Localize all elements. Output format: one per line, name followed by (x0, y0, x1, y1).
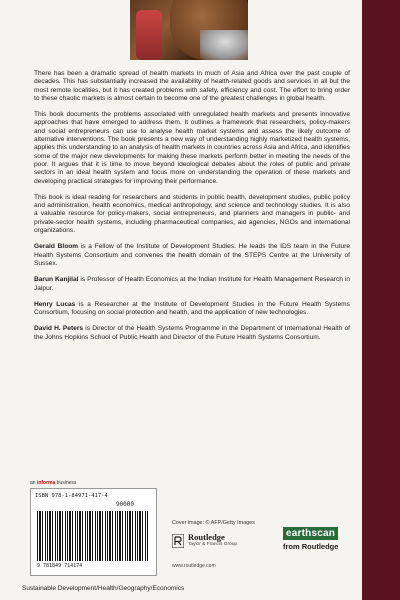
subject-footer: Sustainable Development/Health/Geography/Economics (22, 585, 185, 592)
bio-peters (34, 325, 350, 342)
informa-suffix: business (55, 480, 77, 486)
price-code: 90000 (115, 501, 134, 508)
isbn-box (30, 488, 157, 576)
routledge-logo (172, 533, 272, 573)
earthscan-sub: from Routledge (283, 542, 339, 551)
bio-name: David H. Peters (34, 325, 84, 333)
routledge-name: Routledge (188, 532, 225, 542)
isbn-text: ISBN 978-1-84971-417-4 (35, 493, 108, 499)
blurb-paragraph-3: This book is ideal reading for researchers and students in public health, development studies, public policy and administration, health economics, medical anthropology, and science and technology studies. It is also a valuable resource for policy-makers, social entrepreneurs, and planners and managers in public- and private-sector health systems, including pharmaceutical companies, aid agencies, NGOs and international organizations. (34, 193, 350, 235)
bio-text: is a Researcher at the Institute of Development Studies in the Future Health Systems Consortium, focusing on social protection and health, and the application of new technologies. (34, 300, 350, 317)
bio-text: is Professor of Health Economics at the Indian Institute for Health Management Research in Jaipur. (34, 276, 350, 292)
bio-bloom (34, 243, 350, 268)
barcode-digits: 9 781849 714174 (37, 563, 83, 569)
blurb-paragraph-2: This book documents the problems associated with unregulated health markets and presents innovative approaches that have emerged to address them. It outlines a framework that researchers, policy-makers and social entrepreneurs can use to analyse health market systems and assess the likely outcome of alternative interventions. The book presents a new way of understanding highly marketized health systems, applies this understanding to an analysis of health markets in countries across Asia and Africa, and identifies some of the major new developments for making these markets perform better in meeting the needs of the poor. It argues that it is time to move beyond ideological debates about the roles of public and private sectors in an ideal health system and focus more on understanding the operation of these markets and developing practical strategies for improving their performance. (34, 111, 350, 185)
cover-photo (130, 0, 248, 60)
barcode-block (30, 480, 160, 580)
barcode-bars (37, 511, 149, 561)
bio-text: is a Fellow of the Institute of Development Studies. He leads the IDS team in the Future Health Systems Consortium and convenes the health domain of the STEPS Centre at the University of Sussex. (34, 243, 351, 267)
informa-brand: informa (36, 480, 56, 486)
cover-credit: Cover image: © AFP/Getty Images (172, 520, 255, 526)
blurb (34, 70, 350, 350)
bio-text: is Director of the Health Systems Programme in the Department of International Health of the Johns Hopkins School of Public Health and Director of the Future Health Systems Consortium. (34, 325, 350, 341)
bio-lucas (34, 301, 350, 318)
routledge-url: www.routledge.com (172, 563, 216, 569)
routledge-sub: Taylor & Francis Group (188, 542, 238, 547)
blurb-paragraph-1: There has been a dramatic spread of health markets in much of Asia and Africa over the past couple of decades. This has substantially increased the availability of health-related goods and services in all but the most remote localities, but it has created problems with safety, efficiency and cost. The effort to bring order to these chaotic markets is almost certain to become one of the greatest challenges in global health. (34, 70, 350, 102)
bio-name: Barun Kanjilal (34, 276, 79, 284)
informa-line (30, 480, 160, 486)
bio-name: Henry Lucas (34, 300, 76, 308)
earthscan-name: earthscan (283, 527, 338, 540)
photo-beard (200, 30, 248, 60)
informa-prefix: an (30, 480, 37, 486)
bio-name: Gerald Bloom (34, 243, 79, 251)
routledge-icon (172, 534, 184, 548)
earthscan-logo (283, 523, 353, 551)
bio-kanjilal (34, 276, 350, 293)
spine-band (362, 0, 400, 600)
photo-hand (136, 10, 162, 60)
